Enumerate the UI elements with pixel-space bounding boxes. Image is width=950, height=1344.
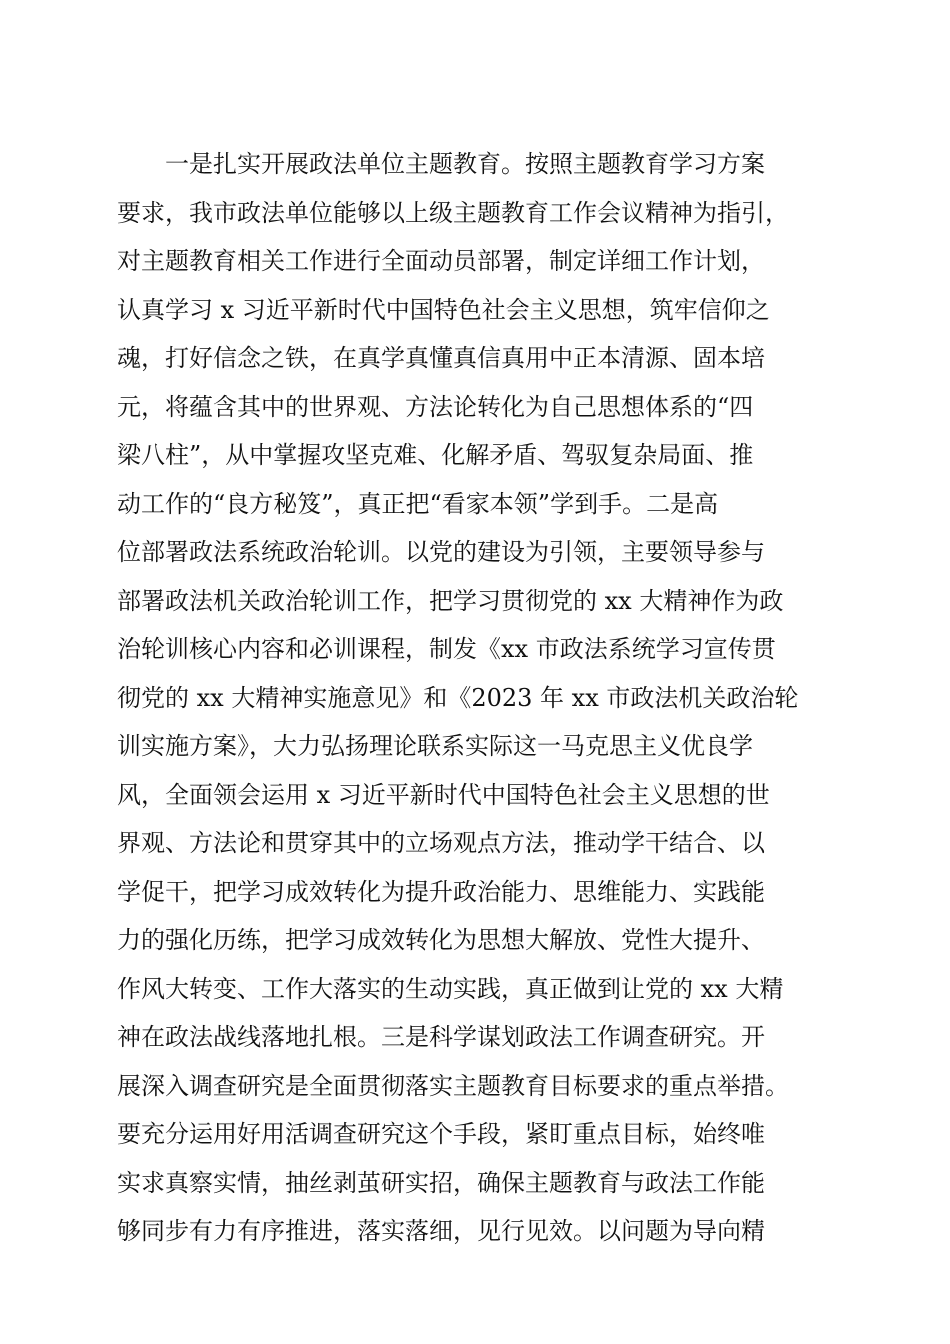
text-line: 魂，打好信念之铁，在真学真懂真信真用中正本清源、固本培	[117, 344, 765, 372]
text-line: 作风大转变、工作大落实的生动实践，真正做到让党的 xx 大精	[117, 974, 784, 1003]
text-line: 位部署政法系统政治轮训。以党的建设为引领，主要领导参与	[117, 538, 765, 566]
text-line: 训实施方案》，大力弘扬理论联系实际这一马克思主义优良学	[117, 732, 753, 760]
text-line: 彻党的 xx 大精神实施意见》和《2023 年 xx 市政法机关政治轮	[117, 683, 799, 712]
body-paragraph	[117, 140, 837, 1256]
text-line: 对主题教育相关工作进行全面动员部署，制定详细工作计划，	[117, 247, 765, 275]
text-line: 动工作的“良方秘笈”，真正把“看家本领”学到手。二是高	[117, 489, 719, 518]
text-line: 展深入调查研究是全面贯彻落实主题教育目标要求的重点举措。	[117, 1071, 789, 1100]
text-line: 界观、方法论和贯穿其中的立场观点方法，推动学干结合、以	[117, 829, 765, 857]
text-line: 学促干，把学习成效转化为提升政治能力、思维能力、实践能	[117, 877, 765, 906]
text-line: 部署政法机关政治轮训工作，把学习贯彻党的 xx 大精神作为政	[117, 586, 784, 615]
text-line: 风，全面领会运用 x 习近平新时代中国特色社会主义思想的世	[117, 780, 770, 809]
text-line: 力的强化历练，把学习成效转化为思想大解放、党性大提升、	[117, 926, 765, 954]
text-line: 够同步有力有序推进，落实落细，见行见效。以问题为导向精	[117, 1217, 765, 1245]
text-line: 治轮训核心内容和必训课程，制发《xx 市政法系统学习宣传贯	[117, 635, 776, 663]
text-line: 梁八柱”，从中掌握攻坚克难、化解矛盾、驾驭复杂局面、推	[117, 441, 754, 469]
text-line: 元，将蕴含其中的世界观、方法论转化为自己思想体系的“四	[117, 392, 754, 421]
text-line: 一是扎实开展政法单位主题教育。按照主题教育学习方案	[165, 150, 765, 178]
text-line: 要充分运用好用活调查研究这个手段，紧盯重点目标，始终唯	[117, 1120, 765, 1148]
text-line: 要求，我市政法单位能够以上级主题教育工作会议精神为指引，	[117, 198, 789, 227]
text-line: 神在政法战线落地扎根。三是科学谋划政法工作调查研究。开	[117, 1023, 765, 1051]
text-line: 认真学习 x 习近平新时代中国特色社会主义思想，筑牢信仰之	[117, 295, 770, 324]
text-line: 实求真察实情，抽丝剥茧研实招，确保主题教育与政法工作能	[117, 1168, 765, 1197]
